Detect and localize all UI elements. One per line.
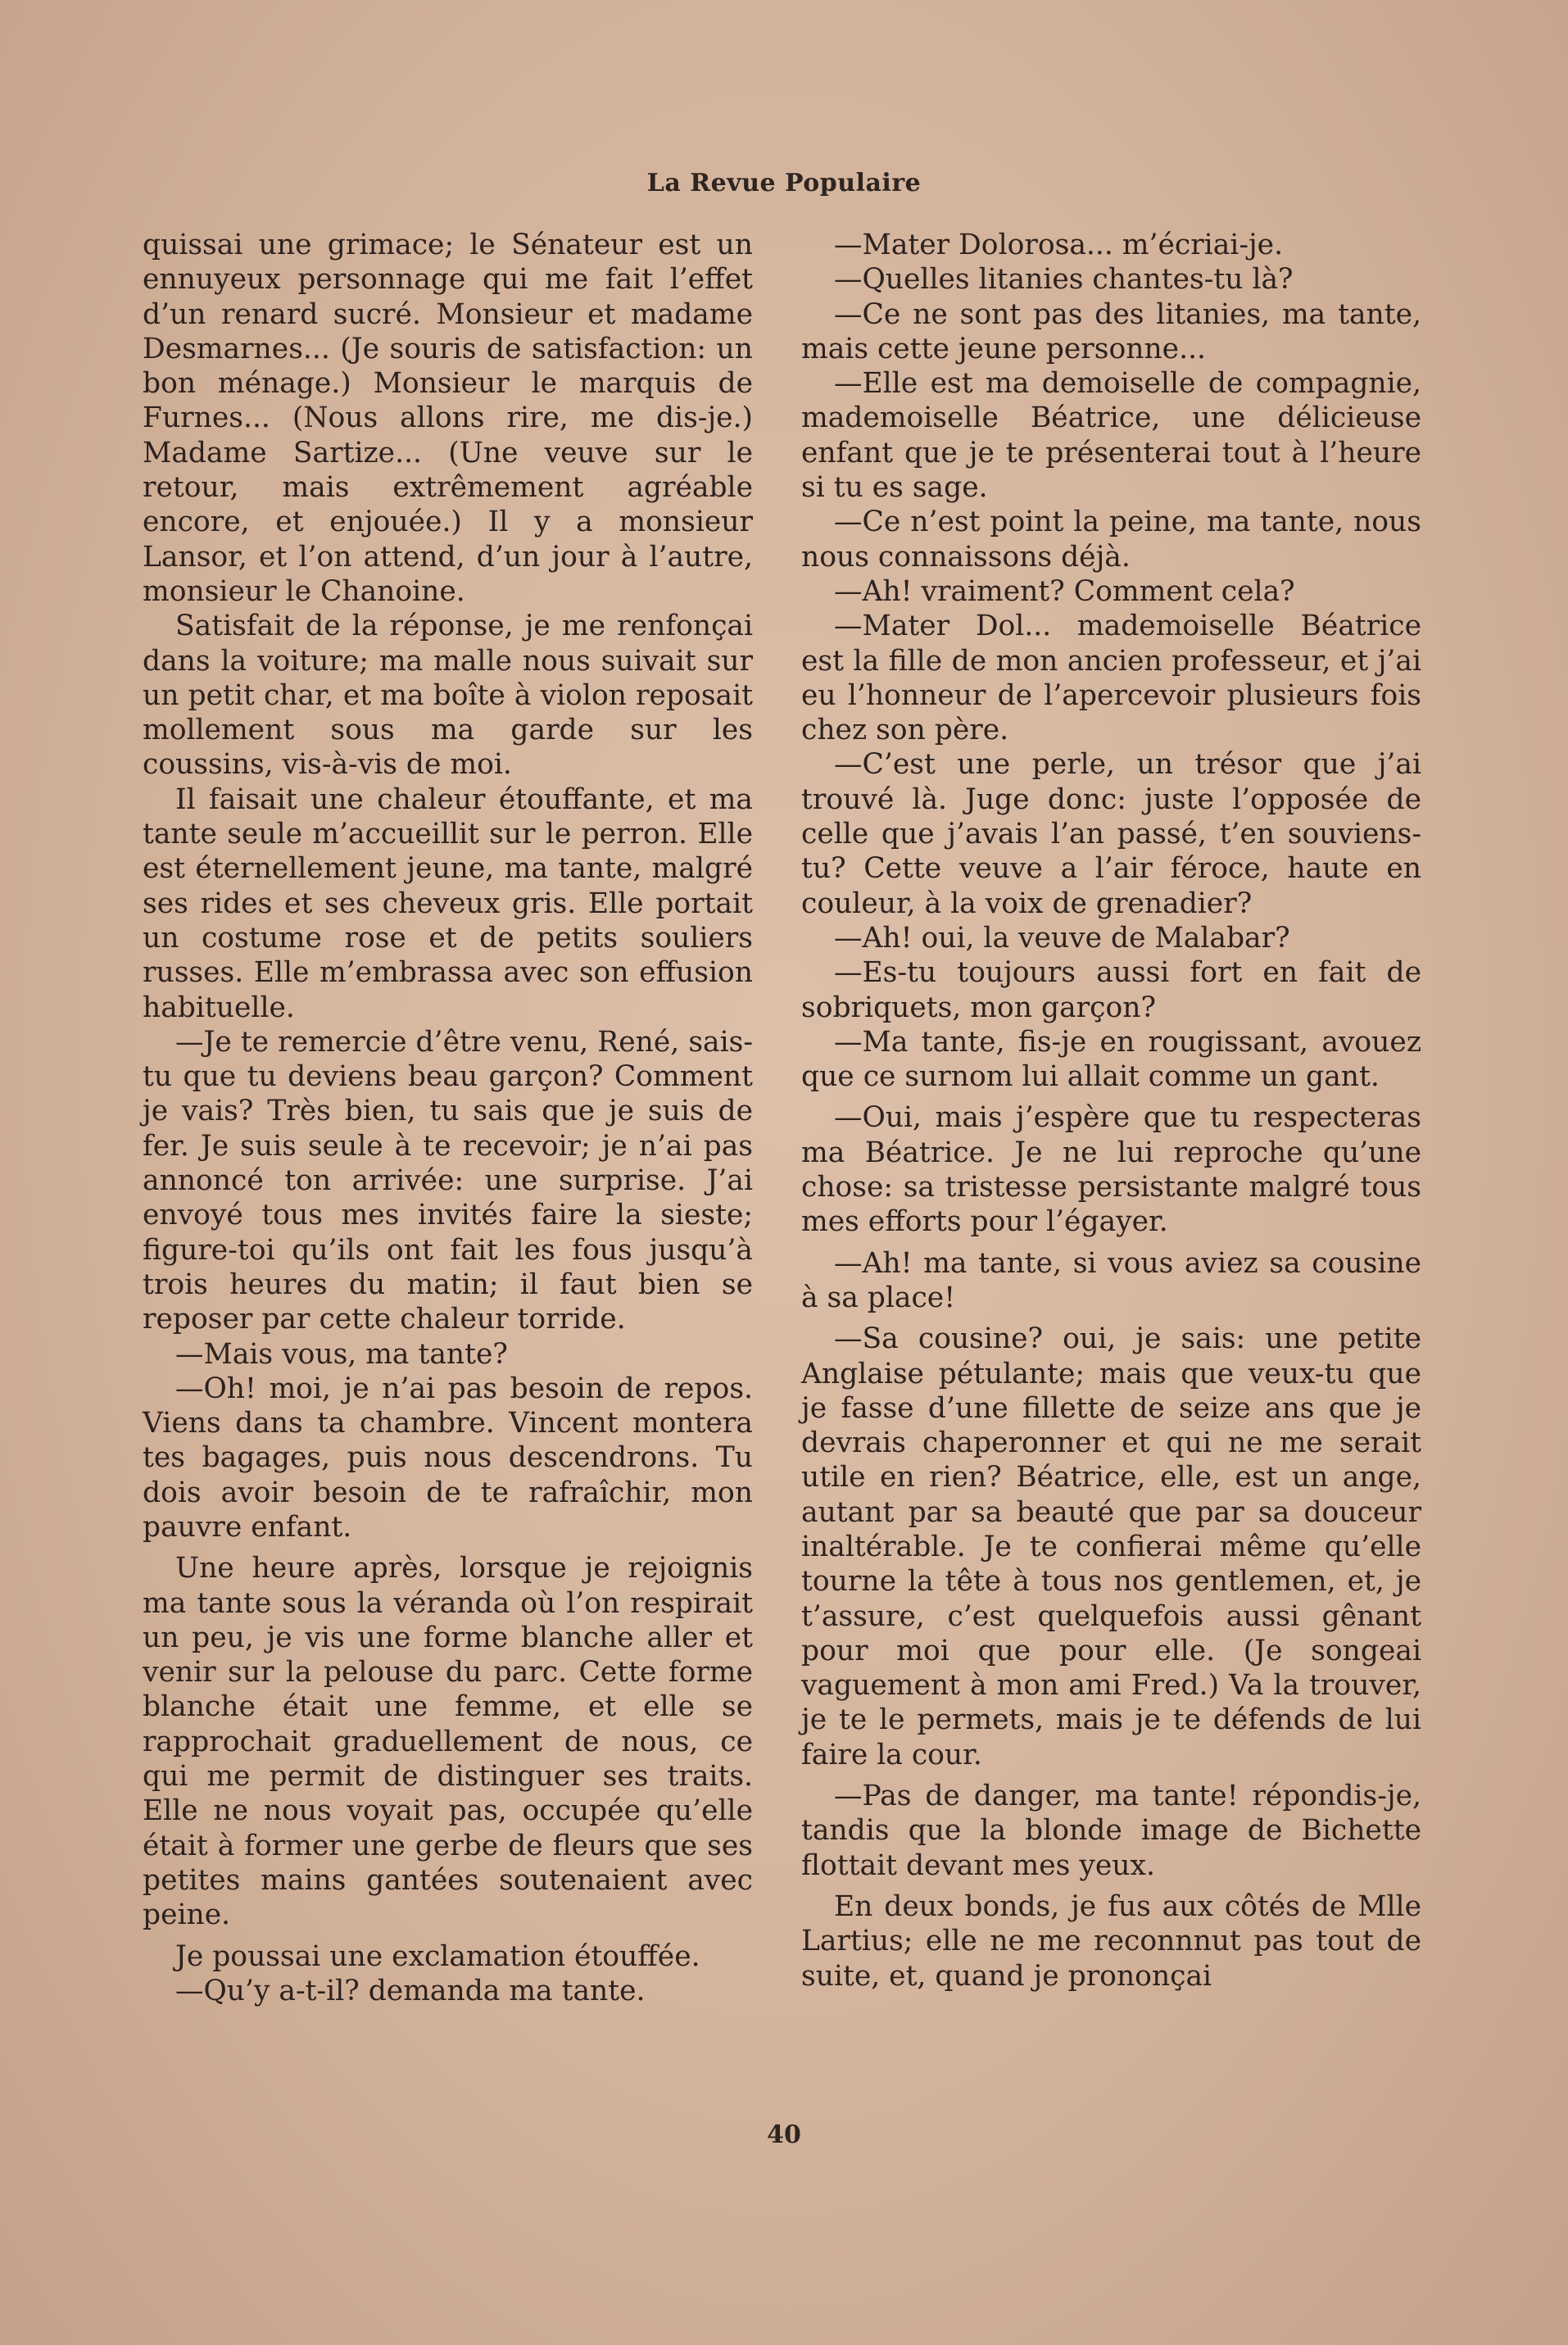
paragraph: —Ce n’est point la peine, ma tante, nous nous connaissons déjà. bbox=[801, 506, 1421, 574]
paragraph: —Oui, mais j’espère que tu respecteras ma Béatrice. Je ne lui reproche qu’une chose: sa tristesse persistante malgré tous mes efforts pour l’égayer. bbox=[801, 1101, 1421, 1239]
paragraph: —C’est une perle, un trésor que j’ai trouvé là. Juge donc: juste l’opposée de celle que j’avais l’an passé, t’en souviens-tu? Cette veuve a l’air féroce, haute en couleur, à la voix de grenadier? bbox=[801, 748, 1421, 920]
paragraph: Une heure après, lorsque je rejoignis ma tante sous la véranda où l’on respirait un peu, je vis une forme blanche aller et venir sur la pelouse du parc. Cette forme blanche était une femme, et elle se rapprochait graduellement de nous, ce qui me permit de distinguer ses traits. Elle ne nous voyait pas, occupée qu’elle était à former une gerbe de fleurs que ses petites mains gantées soutenaient avec peine. bbox=[143, 1552, 753, 1932]
paragraph: —Ah! oui, la veuve de Malabar? bbox=[834, 921, 1290, 955]
paragraph: Il faisait une chaleur étouffante, et ma tante seule m’accueillit sur le perron. Elle est éternellement jeune, ma tante, malgré ses rides et ses cheveux gris. Elle portait un costume rose et de petits souliers russes. Elle m’embrassa avec son effusion habituelle. bbox=[143, 782, 753, 1024]
paragraph: —Mater Dolorosa... m’écriai-je. bbox=[834, 229, 1284, 261]
paragraph: —Pas de danger, ma tante! répondis-je, tandis que la blonde image de Bichette flottait devant mes yeux. bbox=[801, 1780, 1421, 1882]
paragraph: —Je te remercie d’être venu, René, sais-tu que tu deviens beau garçon? Comment je vais? Très bien, tu sais que je suis de fer. Je suis seule à te recevoir; je n’ai pas annoncé ton arrivée: une surprise. J’ai envoyé tous mes invités faire la sieste; figure-toi qu’ils ont fait les fous jusqu’à trois heures du matin; il faut bien se reposer par cette chaleur torride. bbox=[143, 1025, 753, 1336]
paragraph: —Es-tu toujours aussi fort en fait de sobriquets, mon garçon? bbox=[801, 956, 1421, 1024]
paragraph: —Quelles litanies chantes-tu là? bbox=[834, 263, 1294, 297]
paragraph: —Ah! ma tante, si vous aviez sa cousine à sa place! bbox=[801, 1246, 1421, 1314]
running-header: La Revue Populaire bbox=[646, 169, 922, 197]
paragraph: —Ma tante, fis-je en rougissant, avouez que ce surnom lui allait comme un gant. bbox=[801, 1025, 1421, 1094]
paragraph: —Qu’y a-t-il? demanda ma tante. bbox=[175, 1974, 646, 2007]
text-column-right bbox=[801, 228, 1421, 1993]
page-number: 40 bbox=[767, 2120, 801, 2149]
paragraph: —Mater Dol... mademoiselle Béatrice est la fille de mon ancien professeur, et j’ai eu l’honneur de l’apercevoir plusieurs fois chez son père. bbox=[801, 610, 1421, 747]
paragraph: —Oh! moi, je n’ai pas besoin de repos. Viens dans ta chambre. Vincent montera tes bagages, puis nous descendrons. Tu dois avoir besoin de te rafraîchir, mon pauvre enfant. bbox=[143, 1372, 753, 1544]
paragraph: —Ce ne sont pas des litanies, ma tante, mais cette jeune personne... bbox=[801, 297, 1421, 365]
paragraph: —Ah! vraiment? Comment cela? bbox=[834, 574, 1295, 608]
paragraph: —Elle est ma demoiselle de compagnie, mademoiselle Béatrice, une délicieuse enfant que je te présenterai tout à l’heure si tu es sage. bbox=[801, 367, 1421, 505]
paragraph: Satisfait de la réponse, je me renfonçai dans la voiture; ma malle nous suivait sur un petit char, et ma boîte à violon reposait mollement sous ma garde sur les coussins, vis-à-vis de moi. bbox=[143, 610, 753, 782]
paragraph: En deux bonds, je fus aux côtés de Mlle Lartius; elle ne me reconnnut pas tout de suite, et, quand je prononçai bbox=[801, 1889, 1421, 1993]
paragraph: quissai une grimace; le Sénateur est un ennuyeux personnage qui me fait l’effet d’un renard sucré. Monsieur et madame Desmarnes... (Je souris de satisfaction: un bon ménage.) Monsieur le marquis de Furnes... (Nous allons rire, me dis-je.) Madame Sartize... (Une veuve sur le retour, mais extrêmement agréable encore, et enjouée.) Il y a monsieur Lansor, et l’on attend, d’un jour à l’autre, monsieur le Chanoine. bbox=[143, 229, 753, 608]
paragraph: —Sa cousine? oui, je sais: une petite Anglaise pétulante; mais que veux-tu que je fasse d’une fillette de seize ans que je devrais chaperonner et qui ne me serait utile en rien? Béatrice, elle, est un ange, autant par sa beauté que par sa douceur inaltérable. Je te confierai même qu’elle tourne la tête à tous nos gentlemen, et, je t’assure, c’est quelquefois aussi gênant pour moi que pour elle. (Je songeai vaguement à mon ami Fred.) Va la trouver, je te le permets, mais je te défends de lui faire la cour. bbox=[801, 1322, 1421, 1771]
text-column-left bbox=[143, 228, 753, 2008]
paragraph: Je poussai une exclamation étouffée. bbox=[175, 1939, 700, 1973]
paragraph: —Mais vous, ma tante? bbox=[175, 1337, 508, 1371]
